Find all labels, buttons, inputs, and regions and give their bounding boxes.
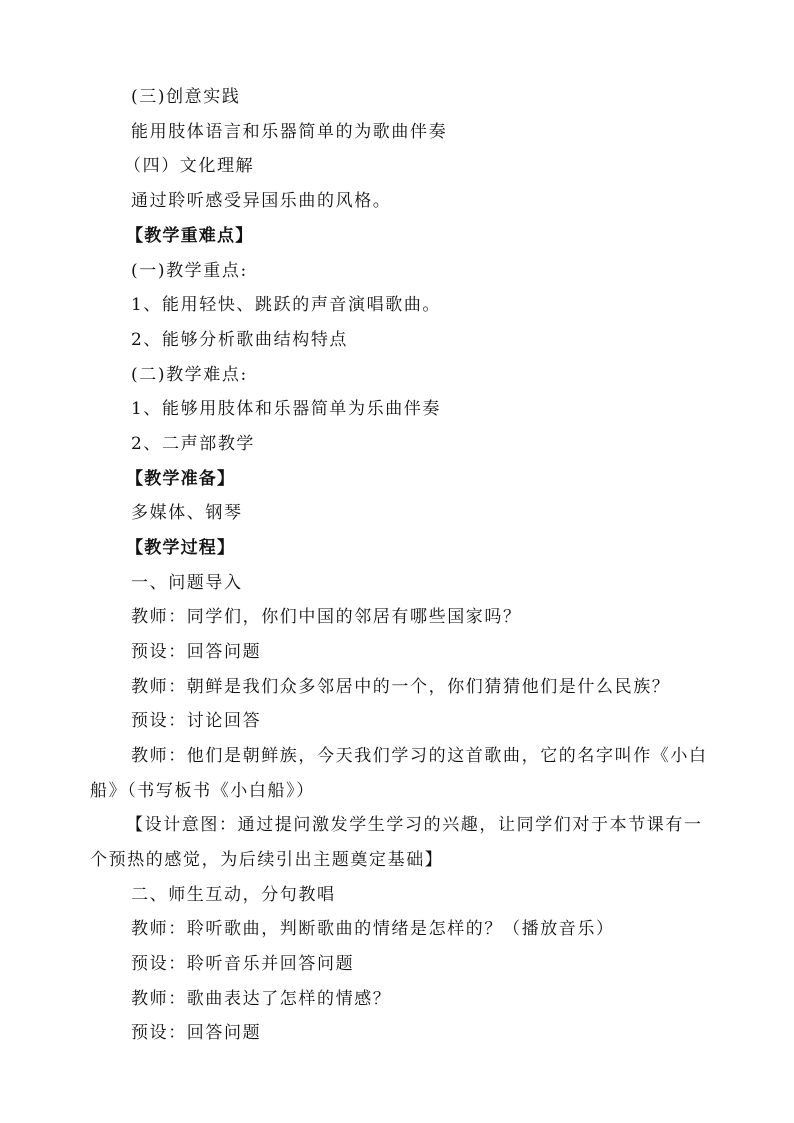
dialogue-line: 预设：讨论回答 <box>131 711 262 731</box>
section-heading-creative-practice: (三)创意实践 <box>131 87 241 107</box>
paragraph-line: 通过聆听感受异国乐曲的风格。 <box>131 191 392 211</box>
section-heading-cultural-understanding: （四）文化理解 <box>124 156 255 176</box>
subheading-key-points: (一)教学重点: <box>131 261 248 281</box>
subheading-question-intro: 一、问题导入 <box>131 573 243 593</box>
heading-key-difficult-points: 【教学重难点】 <box>126 226 254 246</box>
subheading-difficult-points: (二)教学难点: <box>131 365 248 385</box>
list-item: 1、能够用肢体和乐器简单为乐曲伴奏 <box>131 399 442 419</box>
dialogue-line: 教师：他们是朝鲜族，今天我们学习的这首歌曲，它的名字叫作《小白 <box>131 746 708 766</box>
dialogue-line: 预设：回答问题 <box>131 1023 262 1043</box>
paragraph-line: 多媒体、钢琴 <box>131 503 243 523</box>
paragraph-line: 能用肢体语言和乐器简单的为歌曲伴奏 <box>131 122 448 142</box>
dialogue-line: 预设：聆听音乐并回答问题 <box>131 954 355 974</box>
design-intent-note: 【设计意图：通过提问激发学生学习的兴趣，让同学们对于本节课有一 <box>126 815 703 835</box>
dialogue-line: 教师：朝鲜是我们众多邻居中的一个，你们猜猜他们是什么民族？ <box>131 677 671 697</box>
dialogue-line: 预设：回答问题 <box>131 642 262 662</box>
design-intent-note-continued: 个预热的感觉，为后续引出主题奠定基础】 <box>90 850 444 870</box>
dialogue-line-continued: 船》（书写板书《小白船》） <box>90 781 315 801</box>
subheading-interactive-teaching: 二、师生互动，分句教唱 <box>131 885 336 905</box>
dialogue-line: 教师：聆听歌曲，判断歌曲的情绪是怎样的？（播放音乐） <box>131 919 615 939</box>
heading-teaching-process: 【教学过程】 <box>126 538 236 558</box>
list-item: 2、二声部教学 <box>131 434 256 454</box>
heading-teaching-preparation: 【教学准备】 <box>126 469 236 489</box>
list-item: 1、能用轻快、跳跃的声音演唱歌曲。 <box>131 295 442 315</box>
dialogue-line: 教师：同学们，你们中国的邻居有哪些国家吗？ <box>131 607 522 627</box>
dialogue-line: 教师：歌曲表达了怎样的情感？ <box>131 989 392 1009</box>
list-item: 2、能够分析歌曲结构特点 <box>131 330 349 350</box>
